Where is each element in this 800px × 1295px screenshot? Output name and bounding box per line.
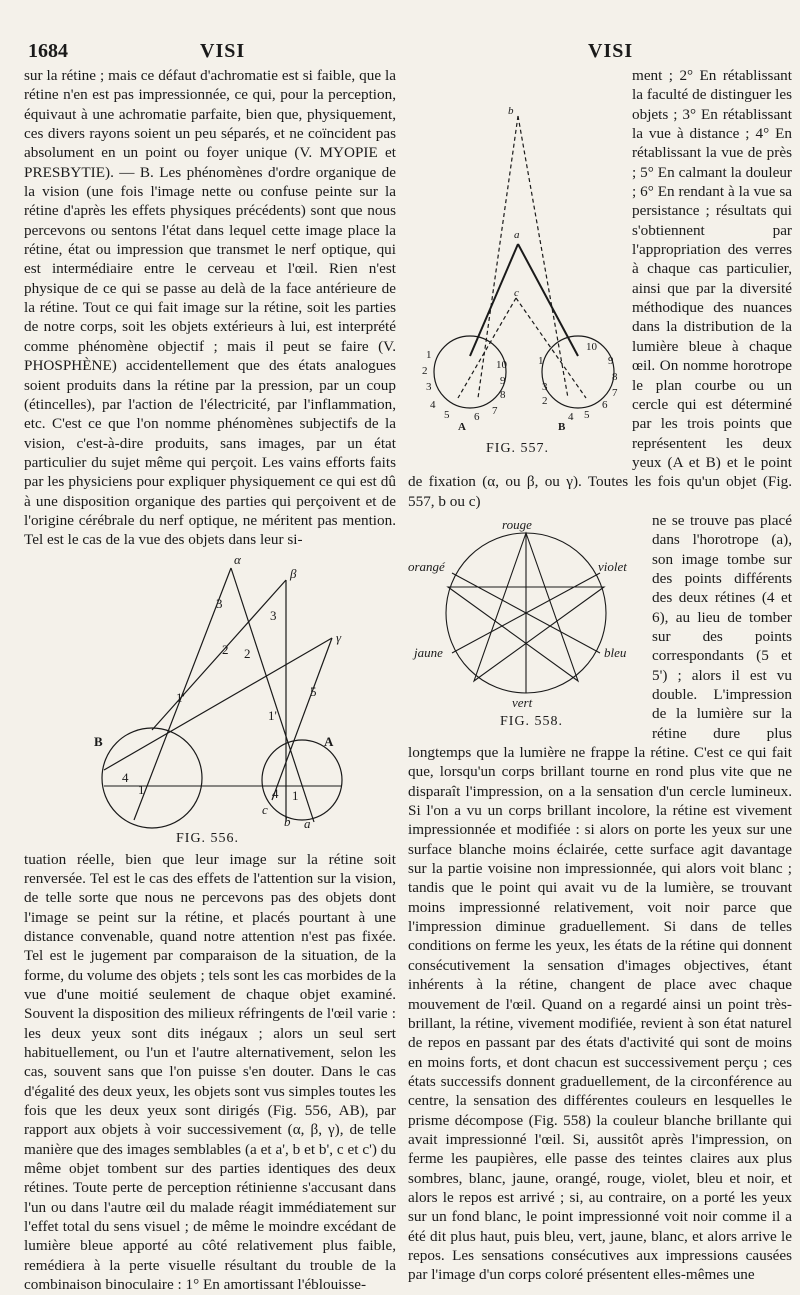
label-a: a [514, 229, 520, 241]
ray-a-left [470, 244, 518, 356]
label-violet: violet [598, 558, 627, 574]
ray-gamma-b [104, 638, 332, 770]
label-eye-b: B [94, 733, 103, 749]
label-1-a: 1 [292, 787, 299, 803]
label-beta: β [290, 565, 297, 581]
label-right-5: 5 [584, 409, 590, 421]
label-left-1: 1 [426, 349, 432, 361]
figure-556 [24, 550, 396, 850]
label-5: 5 [310, 683, 317, 699]
figure-556-diagram [24, 550, 396, 830]
label-4-a: 4 [272, 785, 279, 801]
label-c: c [262, 801, 268, 817]
label-3-right: 3 [270, 607, 277, 623]
label-left-10: 10 [496, 359, 507, 371]
eye-a-circle [262, 740, 342, 820]
label-right-3: 3 [542, 381, 548, 393]
page-number: 1684 [28, 40, 68, 62]
label-b: b [284, 813, 291, 829]
left-paragraph-2: tuation réelle, bien que leur image sur la rétine soit renversée. Tel est le cas des effets de l'attention sur la vision, de telle sorte que nous ne percevons pas des objets dont l'image se peint sur la rétine, et placés pourtant à une distance convenable, quand notre attention n'est pas fixée. Tel est le jugement par comparaison de la situation, de la forme, du volume des objets ; tels sont les cas morbides de la vue d'une moitié seulement de chaque objet examiné. Souvent la disposition des milieux réfringents de l'œil varie : les deux yeux sont dits inégaux ; alors un seul sert habituellement, ou l'un et l'autre alternativement, selon les cas, souvent sans que l'on puisse s'en douter. Dans le cas d'égalité des deux yeux, les objets sont vus simples toutes les fois que les deux yeux sont dirigés (Fig. 556, AB), par rapport aux objets à voir successivement (α, β, γ), de telle manière que des images semblables (a et a', b et b', c et c') du même objet tombent sur des parties identiques des deux rétines. Toute perte de perception rétinienne s'accusant dans l'un ou dans l'autre œil du malade réagit immédiatement sur l'effet total du sens visuel ; de même le moindre excédant de lumière bleue apporté au côté relativement plus faible, remédiera à la perte visuelle résultant du trouble de la combinaison binoculaire : 1° En amortissant l'éblouisse- [24, 850, 396, 1294]
label-right-4: 4 [568, 411, 574, 423]
label-right-2: 2 [542, 395, 548, 407]
label-1-b: 1 [138, 781, 145, 797]
figure-557-caption: FIG. 557. [486, 441, 550, 457]
ray-alpha-a [231, 565, 314, 822]
label-right-1: 1 [538, 355, 544, 367]
left-running-head: VISI [200, 40, 246, 62]
label-c: c [514, 287, 519, 299]
label-bleu: bleu [604, 644, 627, 660]
running-head [28, 36, 786, 64]
label-right-6: 6 [602, 399, 608, 411]
ray-gamma-a [272, 638, 332, 800]
label-right-10: 10 [586, 341, 597, 353]
label-rouge: rouge [502, 516, 532, 532]
label-left-3: 3 [426, 381, 432, 393]
label-4-b: 4 [122, 769, 129, 785]
figure-556-caption: FIG. 556. [176, 830, 240, 846]
label-orange: orangé [408, 558, 445, 574]
label-eye-A: A [458, 421, 466, 433]
label-eye-a: A [324, 733, 334, 749]
figure-558 [408, 516, 644, 730]
label-left-2: 2 [422, 365, 428, 377]
label-left-6: 6 [474, 411, 480, 423]
eye-a-circle [434, 336, 506, 408]
figure-558-caption: FIG. 558. [500, 714, 564, 730]
label-2-left: 2 [222, 641, 229, 657]
left-column [24, 66, 396, 1295]
label-a: a [304, 815, 311, 830]
label-right-9: 9 [608, 355, 614, 367]
right-column [408, 66, 792, 1285]
figure-557 [408, 68, 624, 460]
label-3-top: 3 [216, 595, 223, 611]
label-vert: vert [512, 694, 533, 707]
label-b: b [508, 105, 514, 117]
label-alpha: α [234, 551, 241, 567]
left-paragraph-1: sur la rétine ; mais ce défaut d'achromatie est si faible, que la rétine n'en est pas impressionnée, ce qui, pour la perception, équivaut à une achromatie parfaite, bien que, physiquement, ces divers rayons soient un peu séparés, et ne coïncident pas absolument en un point ou foyer unique (V. MYOPIE et PRESBYTIE). — B. Les phénomènes d'ordre organique de la vision (une fois l'image nette ou confuse peinte sur la rétine d'après les effets physiques précédents) sont que nous percevons ou sentons l'état dans lequel cette image place la rétine, état ou impression que transmet le nerf optique, qui est intermédiaire entre le cerveau et l'œil. Rien n'est physique de ce qui se passe au delà de la face antérieure de la rétine. Tout ce qui fait image sur la rétine, soit les parties de notre corps, soit les objets extérieurs à lui, est interprété comme phénomène objectif ; mais il peut se faire (V. PHOSPHÈNE) accidentellement que des états analogues soient produits dans la rétine par la pression, par un coup (étincelles), par l'action de l'électricité, par l'inflammation, etc. C'est ce que l'on nomme phénomènes subjectifs de la vision, c'est-à-dire produits, sans images, par un état particulier du sujet même qui perçoit. Les vains efforts faits par les physiciens pour expliquer physiquement ce qui est dû à une disposition organique des parties qui perçoivent et de l'origine cérébrale du nerf optique, ne méritent pas mention. Tel est le cas de la vue des objets dans leur si- [24, 67, 396, 549]
label-eye-B: B [558, 421, 566, 433]
label-right-8: 8 [612, 371, 618, 383]
label-2-right: 2 [244, 645, 251, 661]
label-left-7: 7 [492, 405, 498, 417]
right-paragraph-2: ne se trouve pas placé dans l'horotrope (a), son image tombe sur des points différents des deux rétines (4 et 6), au lieu de tomber sur des points correspondants (5 et 5') ; alors il est vu double. L'impression de la lumière sur la rétine dure plus longtemps que la lumière ne frappe la rétine. C'est ce qui fait que, lorsqu'un corps brillant tourne en rond plus vite que ne disparaît l'impression, on a la sensation d'un cercle lumineux. Si l'on a vu un corps brillant incolore, la rétine est vivement impressionnée et modifiée : si alors on porte les yeux sur une surface blanche moins éclairée, cette surface agit davantage sur la partie voisine non impressionnée, qui alors voit blanc ; tandis que le point qui avait vu de la lumière, se trouvant moins impressionné relativement, voit noir parce que l'impression diminue graduellement. Si dans de telles conditions on ferme les yeux, les états de la rétine qui donnent consécutivement la sensation d'images objectives, étant inhérents à la rétine, changent de place avec chaque mouvement de l'œil. Quand on a regardé ainsi un point très-brillant, la rétine, vivement modifiée, revient à son état naturel de repos en passant par des états d'activité qui sont de moins en moins forts, et dont chacun est successivement perçu ; ces états successifs donnent graduellement, de la circonférence au centre, la sensation des différentes couleurs en lesquelles le prisme décompose (Fig. 558) la couleur blanche brillante qui avait impressionné l'œil. Si, aussitôt après l'impression, on ferme les paupières, elle passe des teintes claires aux plus sombres, blanc, jaune, orangé, rouge, violet, bleu et noir, et alors le repos est arrivé ; si, au contraire, on a porté les yeux sur un fond blanc, le point impressionné voit noir comme il a été dit plus haut, puis bleu, vert, jaune, blanc, et alors arrive le repos. Les sensations consécutives aux impressions causées par l'image d'un corps coloré présentent elles-mêmes une [408, 511, 792, 1284]
label-left-8: 8 [500, 389, 506, 401]
label-left-9: 9 [500, 375, 506, 387]
label-right-7: 7 [612, 387, 618, 399]
right-paragraph-1: ment ; 2° En rétablissant la faculté de distinguer les objets ; 3° En rétablissant la vue à distance ; 4° En rétablissant la vue de près ; 5° En calmant la douleur ; 6° En rendant à la vue sa persistance ; résultats qui s'obtiennent par l'appropriation des verres à chaque cas particulier, ainsi que par la diversité méthodique des nuances dans la distribution de la lumière bleue à chaque œil. On nomme horotrope le plan courbe ou un cercle qui est déterminé par les trois points que représentent les deux yeux (A et B) et le point de fixation (α, ou β, ou γ). Toutes les fois qu'un objet (Fig. 557, b ou c) [408, 67, 792, 510]
ray-c-left [458, 298, 516, 398]
label-left-4: 4 [430, 399, 436, 411]
label-1-prime-left: 1' [176, 689, 185, 705]
label-gamma: γ [336, 629, 342, 645]
eye-b-circle [102, 728, 202, 828]
label-1-prime-right: 1' [268, 707, 277, 723]
eye-b-circle [542, 336, 614, 408]
figure-557-diagram [408, 68, 624, 438]
label-left-5: 5 [444, 409, 450, 421]
label-jaune: jaune [414, 644, 443, 660]
right-running-head: VISI [588, 40, 634, 62]
ray-a-right [518, 244, 578, 356]
figure-558-diagram [408, 517, 644, 707]
